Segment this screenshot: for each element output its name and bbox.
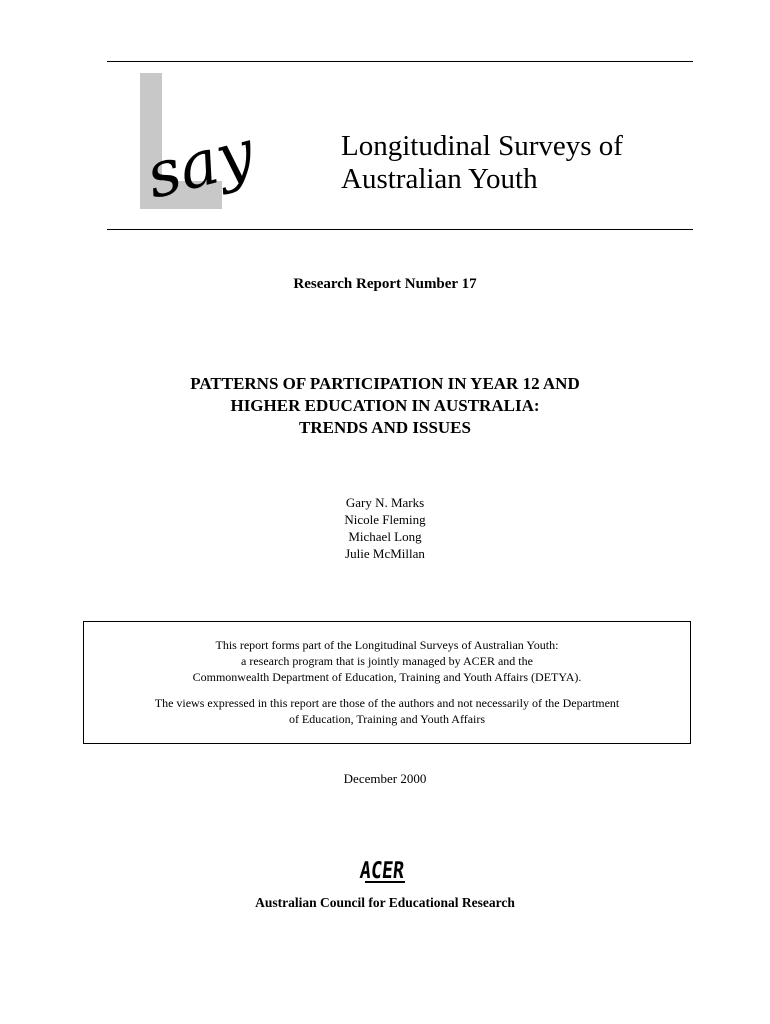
lsay-logo-icon: [139, 73, 262, 214]
notice-line: of Education, Training and Youth Affairs: [288, 712, 486, 726]
acer-logo-text: ACER: [358, 858, 417, 884]
notice-line: This report forms part of the Longitudinal Surveys of Australian Youth:: [215, 638, 559, 652]
publisher-name: Australian Council for Educational Research: [255, 895, 515, 910]
report-title: [0, 373, 770, 439]
acer-logo-icon: [358, 852, 417, 884]
report-title-line-2: HIGHER EDUCATION IN AUSTRALIA:: [230, 396, 540, 415]
notice-paragraph-disclaimer: [84, 695, 690, 727]
notice-box: [83, 621, 691, 744]
author: Gary N. Marks: [345, 495, 425, 510]
notice-line: a research program that is jointly managed by ACER and the: [241, 654, 533, 668]
notice-line: The views expressed in this report are those of the authors and not necessarily of the Department: [154, 696, 620, 710]
header-divider: [107, 229, 693, 230]
author: Michael Long: [348, 529, 422, 544]
report-title-line-1: PATTERNS OF PARTICIPATION IN YEAR 12 AND: [190, 374, 580, 393]
report-date: December 2000: [343, 771, 427, 786]
notice-line: Commonwealth Department of Education, Training and Youth Affairs (DETYA).: [192, 670, 582, 684]
author: Nicole Fleming: [344, 512, 426, 527]
lsay-logo-text: say: [139, 116, 262, 214]
series-title-line-1: Longitudinal Surveys of: [341, 130, 623, 162]
author: Julie McMillan: [345, 546, 425, 561]
author-list: [0, 494, 770, 562]
series-title: [341, 130, 623, 196]
top-rule: [107, 61, 693, 62]
notice-paragraph-program: [84, 637, 690, 685]
series-title-line-2: Australian Youth: [341, 163, 538, 195]
report-number: Research Report Number 17: [293, 276, 477, 292]
report-title-line-3: TRENDS AND ISSUES: [299, 418, 471, 437]
